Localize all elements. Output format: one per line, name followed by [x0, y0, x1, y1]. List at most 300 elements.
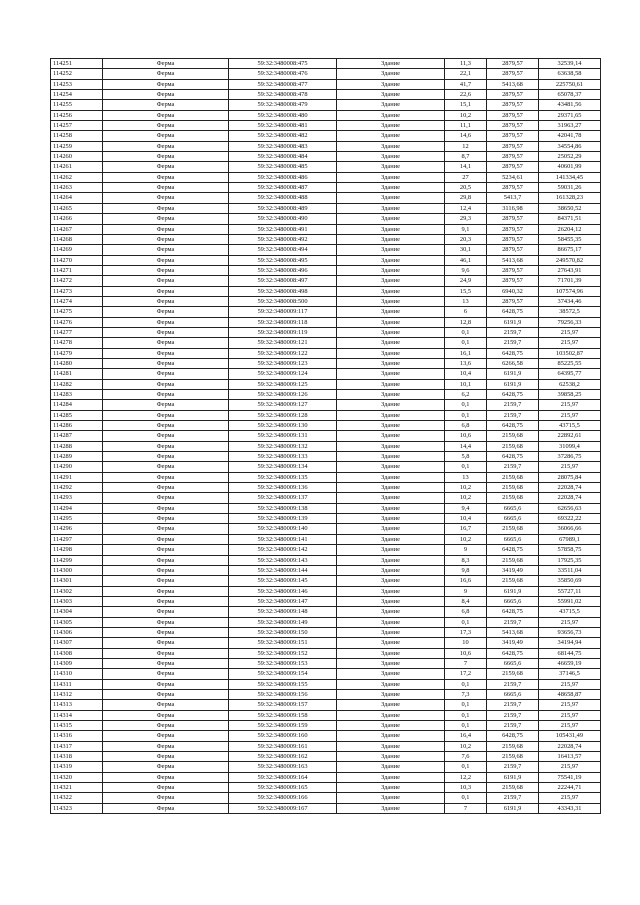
cadastral-number-cell: 59:32:3480009:119: [229, 327, 337, 337]
area-cell: 15,1: [445, 100, 487, 110]
specific-value-cell: 3419,49: [487, 565, 539, 575]
cadastral-number-cell: 59:32:3480009:164: [229, 772, 337, 782]
cadastral-number-cell: 59:32:3480008:497: [229, 276, 337, 286]
row-number-cell: 114290: [51, 462, 103, 472]
object-type-cell: Здание: [337, 121, 445, 131]
area-cell: 10: [445, 638, 487, 648]
specific-value-cell: 6428,75: [487, 348, 539, 358]
object-name-cell: Ферма: [103, 152, 229, 162]
cadastral-number-cell: 59:32:3480009:134: [229, 462, 337, 472]
object-type-cell: Здание: [337, 627, 445, 637]
object-type-cell: Здание: [337, 483, 445, 493]
object-type-cell: Здание: [337, 90, 445, 100]
cadastral-value-table: [50, 58, 601, 814]
specific-value-cell: 6428,75: [487, 452, 539, 462]
cadastral-number-cell: 59:32:3480009:117: [229, 307, 337, 317]
specific-value-cell: 2159,68: [487, 472, 539, 482]
cadastral-value-cell: 46659,19: [539, 658, 601, 668]
object-name-cell: Ферма: [103, 214, 229, 224]
specific-value-cell: 2159,7: [487, 721, 539, 731]
row-number-cell: 114303: [51, 596, 103, 606]
cadastral-number-cell: 59:32:3480008:490: [229, 214, 337, 224]
cadastral-number-cell: 59:32:3480009:148: [229, 607, 337, 617]
cadastral-value-cell: 107574,96: [539, 286, 601, 296]
specific-value-cell: 2159,7: [487, 710, 539, 720]
area-cell: 15,5: [445, 286, 487, 296]
table-row: [51, 162, 601, 172]
object-type-cell: Здание: [337, 452, 445, 462]
object-type-cell: Здание: [337, 545, 445, 555]
object-name-cell: Ферма: [103, 255, 229, 265]
cadastral-value-cell: 225750,61: [539, 79, 601, 89]
object-type-cell: Здание: [337, 669, 445, 679]
cadastral-value-cell: 215,97: [539, 700, 601, 710]
object-type-cell: Здание: [337, 79, 445, 89]
specific-value-cell: 5413,68: [487, 79, 539, 89]
object-type-cell: Здание: [337, 431, 445, 441]
cadastral-value-cell: 215,97: [539, 338, 601, 348]
area-cell: 6,8: [445, 607, 487, 617]
table-row: [51, 193, 601, 203]
object-name-cell: Ферма: [103, 90, 229, 100]
specific-value-cell: 6428,75: [487, 648, 539, 658]
specific-value-cell: 2159,68: [487, 441, 539, 451]
cadastral-number-cell: 59:32:3480009:160: [229, 731, 337, 741]
specific-value-cell: 2159,68: [487, 752, 539, 762]
cadastral-value-cell: 62656,63: [539, 503, 601, 513]
specific-value-cell: 2159,7: [487, 700, 539, 710]
specific-value-cell: 6428,75: [487, 607, 539, 617]
object-type-cell: Здание: [337, 245, 445, 255]
object-name-cell: Ферма: [103, 452, 229, 462]
area-cell: 13: [445, 472, 487, 482]
object-type-cell: Здание: [337, 441, 445, 451]
row-number-cell: 114305: [51, 617, 103, 627]
table-row: [51, 110, 601, 120]
object-name-cell: Ферма: [103, 721, 229, 731]
row-number-cell: 114297: [51, 534, 103, 544]
row-number-cell: 114264: [51, 193, 103, 203]
area-cell: 22,6: [445, 90, 487, 100]
table-row: [51, 421, 601, 431]
object-name-cell: Ферма: [103, 79, 229, 89]
specific-value-cell: 2159,68: [487, 576, 539, 586]
object-type-cell: Здание: [337, 793, 445, 803]
cadastral-number-cell: 59:32:3480008:486: [229, 172, 337, 182]
object-type-cell: Здание: [337, 783, 445, 793]
cadastral-value-cell: 17925,35: [539, 555, 601, 565]
cadastral-number-cell: 59:32:3480008:495: [229, 255, 337, 265]
object-name-cell: Ферма: [103, 307, 229, 317]
cadastral-value-cell: 215,97: [539, 721, 601, 731]
area-cell: 10,6: [445, 648, 487, 658]
cadastral-number-cell: 59:32:3480009:151: [229, 638, 337, 648]
table-row: [51, 534, 601, 544]
specific-value-cell: 2159,7: [487, 410, 539, 420]
cadastral-number-cell: 59:32:3480009:123: [229, 358, 337, 368]
cadastral-value-cell: 34554,86: [539, 141, 601, 151]
row-number-cell: 114323: [51, 803, 103, 813]
row-number-cell: 114292: [51, 483, 103, 493]
area-cell: 16,4: [445, 731, 487, 741]
cadastral-value-cell: 215,97: [539, 679, 601, 689]
cadastral-number-cell: 59:32:3480008:484: [229, 152, 337, 162]
object-type-cell: Здание: [337, 493, 445, 503]
specific-value-cell: 2879,57: [487, 152, 539, 162]
row-number-cell: 114280: [51, 358, 103, 368]
area-cell: 13,6: [445, 358, 487, 368]
object-type-cell: Здание: [337, 658, 445, 668]
row-number-cell: 114284: [51, 400, 103, 410]
area-cell: 10,2: [445, 483, 487, 493]
object-name-cell: Ферма: [103, 172, 229, 182]
area-cell: 8,3: [445, 555, 487, 565]
cadastral-number-cell: 59:32:3480008:478: [229, 90, 337, 100]
row-number-cell: 114260: [51, 152, 103, 162]
area-cell: 7,3: [445, 689, 487, 699]
cadastral-number-cell: 59:32:3480009:133: [229, 452, 337, 462]
cadastral-number-cell: 59:32:3480008:476: [229, 69, 337, 79]
cadastral-value-cell: 55727,11: [539, 586, 601, 596]
object-name-cell: Ферма: [103, 245, 229, 255]
area-cell: 9: [445, 586, 487, 596]
object-type-cell: Здание: [337, 762, 445, 772]
table-row: [51, 338, 601, 348]
cadastral-number-cell: 59:32:3480009:137: [229, 493, 337, 503]
cadastral-number-cell: 59:32:3480008:475: [229, 59, 337, 69]
specific-value-cell: 5413,68: [487, 627, 539, 637]
table-row: [51, 658, 601, 668]
cadastral-value-cell: 215,97: [539, 462, 601, 472]
table-row: [51, 472, 601, 482]
object-name-cell: Ферма: [103, 276, 229, 286]
cadastral-number-cell: 59:32:3480008:485: [229, 162, 337, 172]
area-cell: 10,3: [445, 783, 487, 793]
area-cell: 0,1: [445, 679, 487, 689]
cadastral-value-cell: 55991,02: [539, 596, 601, 606]
table-row: [51, 731, 601, 741]
cadastral-number-cell: 59:32:3480009:135: [229, 472, 337, 482]
area-cell: 30,1: [445, 245, 487, 255]
row-number-cell: 114279: [51, 348, 103, 358]
row-number-cell: 114306: [51, 627, 103, 637]
object-name-cell: Ферма: [103, 483, 229, 493]
area-cell: 22,1: [445, 69, 487, 79]
specific-value-cell: 2159,68: [487, 524, 539, 534]
row-number-cell: 114319: [51, 762, 103, 772]
object-type-cell: Здание: [337, 648, 445, 658]
area-cell: 10,2: [445, 493, 487, 503]
cadastral-value-cell: 39858,25: [539, 390, 601, 400]
row-number-cell: 114287: [51, 431, 103, 441]
table-row: [51, 679, 601, 689]
object-name-cell: Ферма: [103, 658, 229, 668]
row-number-cell: 114304: [51, 607, 103, 617]
object-type-cell: Здание: [337, 317, 445, 327]
cadastral-value-cell: 215,97: [539, 400, 601, 410]
cadastral-number-cell: 59:32:3480009:163: [229, 762, 337, 772]
row-number-cell: 114255: [51, 100, 103, 110]
object-name-cell: Ферма: [103, 390, 229, 400]
row-number-cell: 114262: [51, 172, 103, 182]
row-number-cell: 114269: [51, 245, 103, 255]
specific-value-cell: 6191,9: [487, 317, 539, 327]
object-name-cell: Ферма: [103, 100, 229, 110]
cadastral-value-cell: 34194,94: [539, 638, 601, 648]
cadastral-number-cell: 59:32:3480008:500: [229, 296, 337, 306]
object-type-cell: Здание: [337, 327, 445, 337]
object-type-cell: Здание: [337, 296, 445, 306]
table-row: [51, 183, 601, 193]
area-cell: 12: [445, 141, 487, 151]
row-number-cell: 114314: [51, 710, 103, 720]
table-row: [51, 203, 601, 213]
table-row: [51, 307, 601, 317]
object-type-cell: Здание: [337, 472, 445, 482]
cadastral-value-cell: 27643,91: [539, 265, 601, 275]
area-cell: 20,3: [445, 234, 487, 244]
cadastral-number-cell: 59:32:3480008:480: [229, 110, 337, 120]
area-cell: 29,8: [445, 193, 487, 203]
row-number-cell: 114275: [51, 307, 103, 317]
row-number-cell: 114256: [51, 110, 103, 120]
cadastral-number-cell: 59:32:3480008:492: [229, 234, 337, 244]
cadastral-number-cell: 59:32:3480009:118: [229, 317, 337, 327]
table-row: [51, 721, 601, 731]
object-type-cell: Здание: [337, 607, 445, 617]
cadastral-number-cell: 59:32:3480009:159: [229, 721, 337, 731]
area-cell: 46,1: [445, 255, 487, 265]
table-row: [51, 131, 601, 141]
table-row: [51, 224, 601, 234]
object-name-cell: Ферма: [103, 410, 229, 420]
cadastral-value-cell: 22028,74: [539, 483, 601, 493]
specific-value-cell: 2879,57: [487, 162, 539, 172]
table-row: [51, 669, 601, 679]
area-cell: 12,2: [445, 772, 487, 782]
specific-value-cell: 2879,57: [487, 265, 539, 275]
row-number-cell: 114308: [51, 648, 103, 658]
area-cell: 9,1: [445, 224, 487, 234]
cadastral-value-cell: 35850,69: [539, 576, 601, 586]
specific-value-cell: 2159,68: [487, 783, 539, 793]
cadastral-value-cell: 43715,5: [539, 607, 601, 617]
row-number-cell: 114320: [51, 772, 103, 782]
area-cell: 16,7: [445, 524, 487, 534]
specific-value-cell: 3419,49: [487, 638, 539, 648]
row-number-cell: 114311: [51, 679, 103, 689]
object-name-cell: Ферма: [103, 224, 229, 234]
specific-value-cell: 2159,7: [487, 338, 539, 348]
row-number-cell: 114267: [51, 224, 103, 234]
cadastral-number-cell: 59:32:3480008:496: [229, 265, 337, 275]
area-cell: 29,3: [445, 214, 487, 224]
object-name-cell: Ферма: [103, 731, 229, 741]
cadastral-number-cell: 59:32:3480009:142: [229, 545, 337, 555]
object-type-cell: Здание: [337, 276, 445, 286]
row-number-cell: 114276: [51, 317, 103, 327]
cadastral-value-cell: 33511,04: [539, 565, 601, 575]
row-number-cell: 114286: [51, 421, 103, 431]
cadastral-value-cell: 68144,75: [539, 648, 601, 658]
table-row: [51, 327, 601, 337]
object-name-cell: Ферма: [103, 348, 229, 358]
specific-value-cell: 2159,68: [487, 741, 539, 751]
specific-value-cell: 2159,7: [487, 617, 539, 627]
specific-value-cell: 6428,75: [487, 390, 539, 400]
object-name-cell: Ферма: [103, 379, 229, 389]
object-type-cell: Здание: [337, 172, 445, 182]
area-cell: 10,2: [445, 534, 487, 544]
cadastral-value-cell: 36066,66: [539, 524, 601, 534]
object-type-cell: Здание: [337, 255, 445, 265]
table-row: [51, 121, 601, 131]
cadastral-number-cell: 59:32:3480009:128: [229, 410, 337, 420]
object-name-cell: Ферма: [103, 327, 229, 337]
row-number-cell: 114298: [51, 545, 103, 555]
area-cell: 7,6: [445, 752, 487, 762]
object-name-cell: Ферма: [103, 648, 229, 658]
row-number-cell: 114252: [51, 69, 103, 79]
area-cell: 9: [445, 545, 487, 555]
cadastral-value-cell: 31099,4: [539, 441, 601, 451]
cadastral-number-cell: 59:32:3480008:479: [229, 100, 337, 110]
object-type-cell: Здание: [337, 234, 445, 244]
object-type-cell: Здание: [337, 265, 445, 275]
row-number-cell: 114301: [51, 576, 103, 586]
table-row: [51, 586, 601, 596]
object-name-cell: Ферма: [103, 565, 229, 575]
object-type-cell: Здание: [337, 565, 445, 575]
cadastral-number-cell: 59:32:3480009:126: [229, 390, 337, 400]
specific-value-cell: 5413,68: [487, 255, 539, 265]
table-row: [51, 390, 601, 400]
cadastral-number-cell: 59:32:3480009:140: [229, 524, 337, 534]
table-row: [51, 483, 601, 493]
row-number-cell: 114258: [51, 131, 103, 141]
object-name-cell: Ферма: [103, 700, 229, 710]
object-name-cell: Ферма: [103, 514, 229, 524]
cadastral-number-cell: 59:32:3480008:489: [229, 203, 337, 213]
row-number-cell: 114270: [51, 255, 103, 265]
area-cell: 6,8: [445, 421, 487, 431]
object-name-cell: Ферма: [103, 338, 229, 348]
row-number-cell: 114322: [51, 793, 103, 803]
area-cell: 5,8: [445, 452, 487, 462]
cadastral-number-cell: 59:32:3480009:150: [229, 627, 337, 637]
row-number-cell: 114254: [51, 90, 103, 100]
specific-value-cell: 6428,75: [487, 545, 539, 555]
table-row: [51, 410, 601, 420]
cadastral-value-cell: 161328,23: [539, 193, 601, 203]
row-number-cell: 114265: [51, 203, 103, 213]
table-row: [51, 565, 601, 575]
row-number-cell: 114272: [51, 276, 103, 286]
cadastral-value-cell: 37286,75: [539, 452, 601, 462]
object-type-cell: Здание: [337, 752, 445, 762]
area-cell: 10,2: [445, 741, 487, 751]
row-number-cell: 114316: [51, 731, 103, 741]
area-cell: 0,1: [445, 462, 487, 472]
table-row: [51, 214, 601, 224]
object-name-cell: Ферма: [103, 296, 229, 306]
table-row: [51, 689, 601, 699]
row-number-cell: 114294: [51, 503, 103, 513]
object-type-cell: Здание: [337, 193, 445, 203]
row-number-cell: 114271: [51, 265, 103, 275]
row-number-cell: 114253: [51, 79, 103, 89]
specific-value-cell: 6428,75: [487, 307, 539, 317]
cadastral-number-cell: 59:32:3480009:166: [229, 793, 337, 803]
object-type-cell: Здание: [337, 410, 445, 420]
specific-value-cell: 6665,6: [487, 503, 539, 513]
object-name-cell: Ферма: [103, 534, 229, 544]
cadastral-value-cell: 85225,55: [539, 358, 601, 368]
object-type-cell: Здание: [337, 679, 445, 689]
row-number-cell: 114307: [51, 638, 103, 648]
object-type-cell: Здание: [337, 224, 445, 234]
table-row: [51, 514, 601, 524]
cadastral-number-cell: 59:32:3480009:131: [229, 431, 337, 441]
object-name-cell: Ферма: [103, 183, 229, 193]
object-type-cell: Здание: [337, 69, 445, 79]
cadastral-value-cell: 48658,87: [539, 689, 601, 699]
row-number-cell: 114318: [51, 752, 103, 762]
cadastral-value-cell: 58455,35: [539, 234, 601, 244]
area-cell: 0,1: [445, 721, 487, 731]
row-number-cell: 114295: [51, 514, 103, 524]
table-row: [51, 493, 601, 503]
table-row: [51, 524, 601, 534]
cadastral-number-cell: 59:32:3480009:155: [229, 679, 337, 689]
specific-value-cell: 2879,57: [487, 276, 539, 286]
specific-value-cell: 2159,68: [487, 431, 539, 441]
cadastral-value-cell: 64395,77: [539, 369, 601, 379]
table-row: [51, 596, 601, 606]
table-row: [51, 607, 601, 617]
row-number-cell: 114274: [51, 296, 103, 306]
table-row: [51, 648, 601, 658]
cadastral-number-cell: 59:32:3480009:146: [229, 586, 337, 596]
object-name-cell: Ферма: [103, 141, 229, 151]
area-cell: 13: [445, 296, 487, 306]
row-number-cell: 114282: [51, 379, 103, 389]
table-row: [51, 59, 601, 69]
cadastral-number-cell: 59:32:3480008:491: [229, 224, 337, 234]
area-cell: 9,4: [445, 503, 487, 513]
specific-value-cell: 3116,98: [487, 203, 539, 213]
cadastral-value-cell: 22028,74: [539, 741, 601, 751]
cadastral-value-cell: 38572,5: [539, 307, 601, 317]
specific-value-cell: 2879,57: [487, 69, 539, 79]
row-number-cell: 114302: [51, 586, 103, 596]
object-type-cell: Здание: [337, 710, 445, 720]
cadastral-number-cell: 59:32:3480009:141: [229, 534, 337, 544]
table-row: [51, 245, 601, 255]
cadastral-value-cell: 215,97: [539, 410, 601, 420]
area-cell: 11,1: [445, 121, 487, 131]
table-row: [51, 255, 601, 265]
row-number-cell: 114291: [51, 472, 103, 482]
table-row: [51, 358, 601, 368]
cadastral-value-cell: 31963,27: [539, 121, 601, 131]
object-name-cell: Ферма: [103, 193, 229, 203]
cadastral-number-cell: 59:32:3480009:157: [229, 700, 337, 710]
object-name-cell: Ферма: [103, 441, 229, 451]
specific-value-cell: 6665,6: [487, 514, 539, 524]
specific-value-cell: 2879,57: [487, 245, 539, 255]
area-cell: 10,4: [445, 514, 487, 524]
